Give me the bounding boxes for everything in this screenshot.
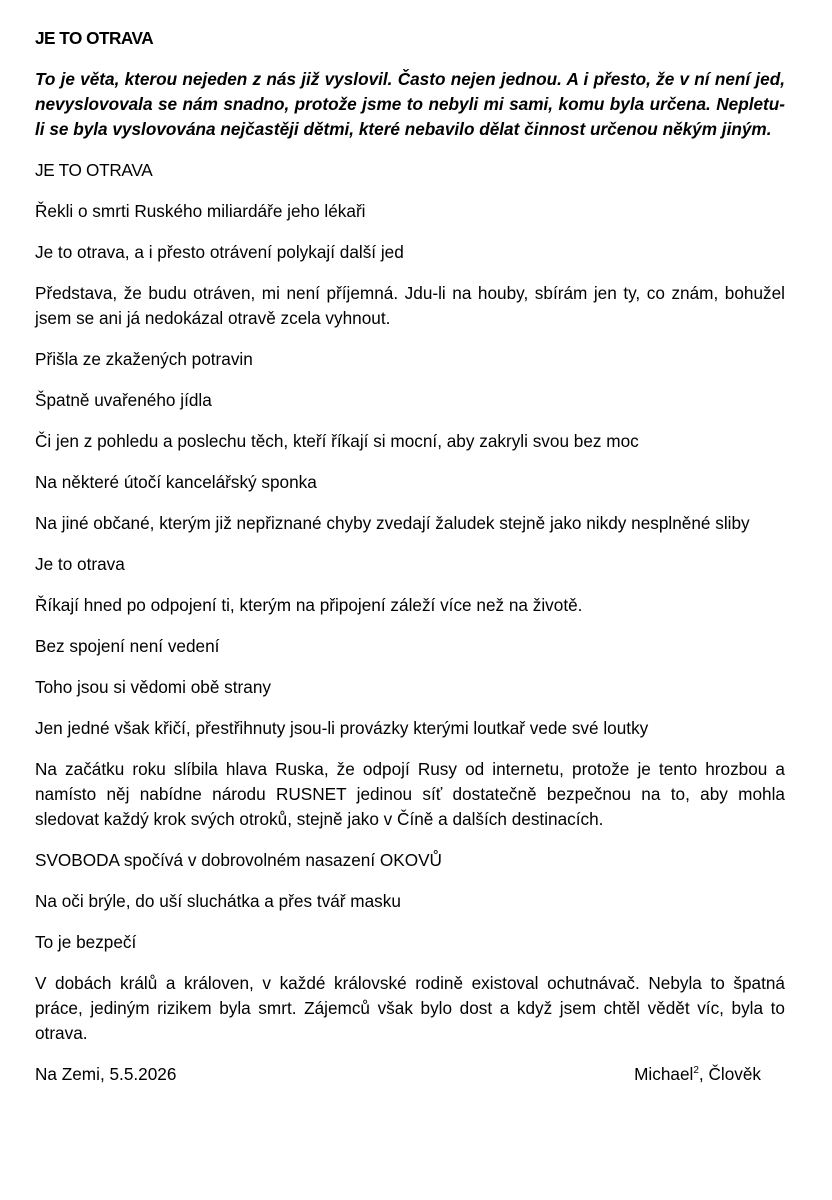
author-suffix: , Člověk [698, 1064, 761, 1084]
paragraph: SVOBODA spočívá v dobrovolném nasazení OKOVŮ [35, 850, 442, 870]
paragraph: Přišla ze zkažených potravin [35, 349, 253, 369]
paragraph: Bez spojení není vedení [35, 636, 220, 656]
paragraph: Toho jsou si vědomi obě strany [35, 677, 271, 697]
paragraph: Je to otrava, a i přesto otrávení polykají další jed [35, 242, 404, 262]
paragraph: Na jiné občané, kterým již nepřiznané chyby zvedají žaludek stejně jako nikdy nesplněné sliby [35, 513, 750, 533]
paragraph: Na oči brýle, do uší sluchátka a přes tvář masku [35, 891, 401, 911]
paragraph: Řekli o smrti Ruského miliardáře jeho lékaři [35, 201, 366, 221]
author-name: Michael [634, 1064, 694, 1084]
author-superscript: 2 [693, 1065, 699, 1076]
paragraph: Na začátku roku slíbila hlava Ruska, že odpojí Rusy od internetu, protože je tento hrozbou a namísto něj nabídne národu RUSNET jedinou síť dostatečně bezpečnou na to, aby mohla sledovat každý krok svých otroků, stejně jako v Číně a dalších destinacích. [35, 759, 785, 829]
paragraph: Špatně uvařeného jídla [35, 390, 212, 410]
author-signature [634, 1062, 785, 1087]
paragraph: Říkají hned po odpojení ti, kterým na připojení záleží více než na životě. [35, 595, 583, 615]
paragraph: Jen jedné však křičí, přestřihnuty jsou-li provázky kterými loutkař vede své loutky [35, 718, 649, 738]
paragraph: Na některé útočí kancelářský sponka [35, 472, 317, 492]
signature-row [35, 1062, 785, 1087]
paragraph: Představa, že budu otráven, mi není příjemná. Jdu-li na houby, sbírám jen ty, co znám, bohužel jsem se ani já nedokázal otravě zcela vyhnout. [35, 283, 785, 328]
paragraph: Je to otrava [35, 554, 125, 574]
paragraph: V dobách králů a královen, v každé královské rodině existoval ochutnávač. Nebyla to špatná práce, jediným rizikem byla smrt. Zájemců však bylo dost a když jsem chtěl vědět víc, byla to otrava. [35, 973, 785, 1043]
document-page [35, 26, 785, 1087]
paragraph: To je bezpečí [35, 932, 137, 952]
place-date: Na Zemi, 5.5.2026 [35, 1064, 177, 1084]
paragraph: Či jen z pohledu a poslechu těch, kteří říkají si mocní, aby zakryli svou bez moc [35, 431, 639, 451]
paragraph: JE TO OTRAVA [35, 160, 153, 180]
intro-paragraph: To je věta, kterou nejeden z nás již vyslovil. Často nejen jednou. A i přesto, že v ní není jed, nevyslovovala se nám snadno, protože jsme to nebyli mi sami, komu byla určena. Nepletu-li se byla vyslovována nejčastěji dětmi, které nebavilo dělat činnost určenou někým jiným. [35, 69, 785, 139]
document-title: JE TO OTRAVA [35, 28, 154, 48]
